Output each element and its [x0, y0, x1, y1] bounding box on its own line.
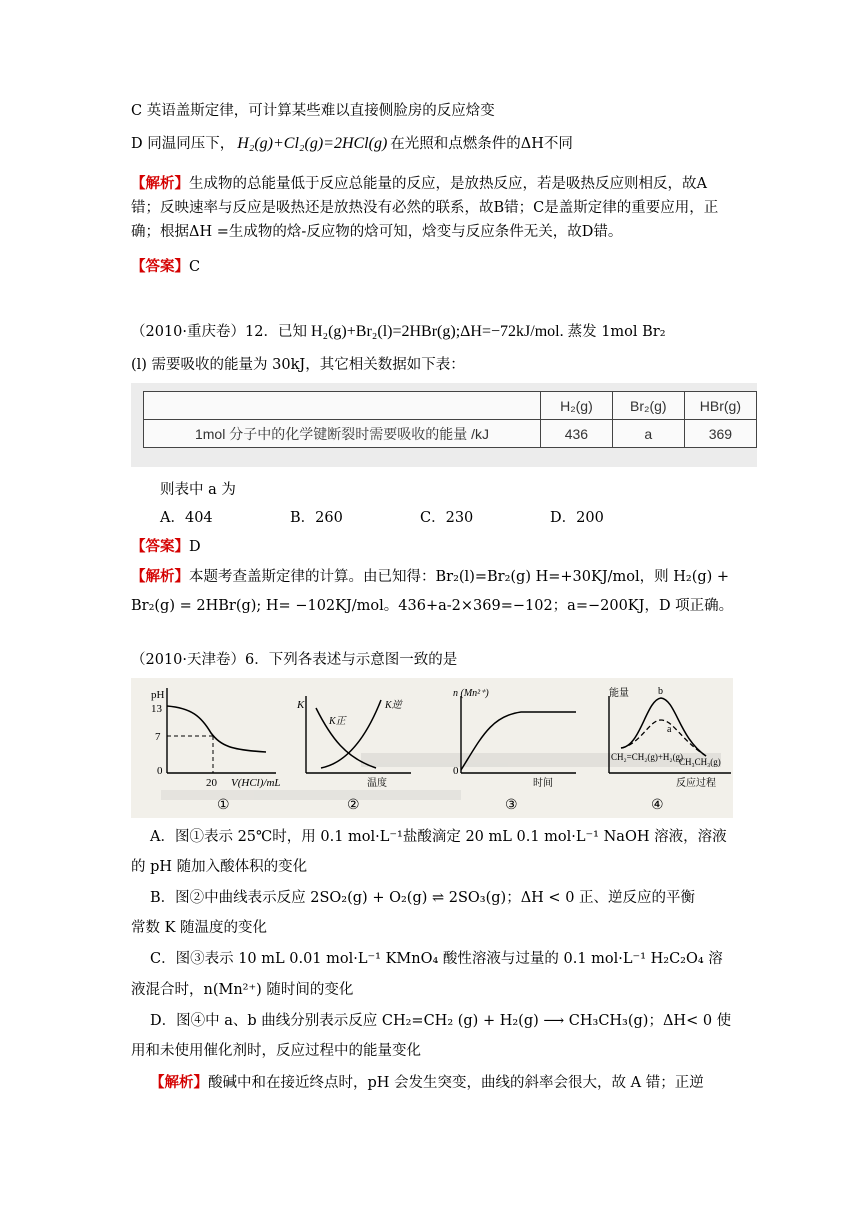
figure-3 — [453, 688, 576, 813]
fig4-b: b — [658, 686, 663, 697]
q6-option-b-line2: 常数 K 随温度的变化 — [131, 920, 268, 936]
table-header-row — [144, 392, 757, 420]
option-d-equation: H₂(g)+Cl₂(g)=2HCl(g) — [237, 135, 388, 152]
fig1-y13: 13 — [151, 703, 162, 715]
answer-2-label: 【答案】 — [131, 538, 189, 555]
figure-strip — [131, 678, 733, 818]
q12-line2: (l) 需要吸收的能量为 30kJ，其它相关数据如下表： — [131, 357, 465, 373]
fig2-number: ② — [347, 798, 360, 813]
answer-1-label: 【答案】 — [131, 258, 189, 275]
fig4-ylabel: 能量 — [609, 688, 629, 699]
table-row — [144, 420, 757, 448]
answer-1 — [131, 257, 200, 277]
fig4-xlabel: 反应过程 — [676, 778, 716, 789]
fig1-xlabel: V(HCl)/mL — [231, 777, 281, 789]
q12-equation: H₂(g)+Br₂(l)=2HBr(g);ΔH=−72kJ/mol. — [310, 323, 564, 340]
fig2-ylabel: K — [297, 699, 305, 711]
q12-line1 — [131, 322, 666, 342]
fig1-y7: 7 — [155, 731, 161, 743]
fig3-origin: 0 — [453, 765, 459, 777]
answer-1-value: C — [189, 259, 201, 275]
table-header-br2: Br₂(g) — [612, 392, 684, 420]
fig2-k-reverse: K逆 — [385, 700, 402, 711]
table-cell-h2: 436 — [541, 420, 613, 448]
q12-source: （2010·重庆卷）12．已知 — [131, 324, 307, 340]
fig3-xlabel: 时间 — [533, 778, 553, 789]
analysis-2-text1: 本题考查盖斯定律的计算。由已知得：Br₂(l)=Br₂(g) H=+30KJ/mol，则 H₂(g) + — [189, 569, 730, 585]
fig2-xlabel: 温度 — [367, 778, 387, 789]
option-b: B．260 — [290, 510, 343, 526]
q6-option-a-line1: A．图①表示 25℃时，用 0.1 mol·L⁻¹盐酸滴定 20 mL 0.1 mol·L⁻¹ NaOH 溶液，溶液 — [150, 829, 727, 845]
option-d — [131, 134, 573, 154]
q6-option-d-line1: D．图④中 a、b 曲线分别表示反应 CH₂=CH₂ (g) + H₂(g) ⟶ CH₃CH₃(g)；ΔH< 0 使 — [150, 1013, 732, 1029]
q6-option-c-line2: 液混合时，n(Mn²⁺) 随时间的变化 — [131, 982, 354, 998]
analysis-1-label: 【解析】 — [131, 175, 189, 192]
table-header-empty — [144, 392, 541, 420]
q6-option-d-line2: 用和未使用催化剂时，反应过程中的能量变化 — [131, 1043, 421, 1059]
bond-energy-table — [143, 391, 757, 448]
fig4-a: a — [667, 724, 672, 735]
analysis-2-line2: Br₂(g) = 2HBr(g); H= −102KJ/mol。436+a-2×369=−102；a=−200KJ，D 项正确。 — [131, 598, 734, 614]
analysis-3-text: 酸碱中和在接近终点时，pH 会发生突变，曲线的斜率会很大，故 A 错；正逆 — [208, 1075, 704, 1091]
q12-options — [160, 508, 680, 528]
table-row-label: 1mol 分子中的化学键断裂时需要吸收的能量 /kJ — [144, 420, 541, 448]
analysis-1 — [131, 172, 731, 244]
curve-a — [621, 720, 706, 756]
fig4-number: ④ — [651, 798, 664, 813]
q6-option-b-line1: B．图②中曲线表示反应 2SO₂(g) + O₂(g) ⇌ 2SO₃(g)；ΔH < 0 正、逆反应的平衡 — [150, 890, 696, 906]
analysis-3 — [150, 1073, 704, 1093]
option-d-suffix: 在光照和点燃条件的ΔH不同 — [390, 136, 573, 152]
table-header-h2: H₂(g) — [541, 392, 613, 420]
curve-b — [621, 698, 706, 756]
analysis-1-text: 生成物的总能量低于反应总能量的反应，是放热反应，若是吸热反应则相反，故A错；反映速率与反应是吸热还是放热没有必然的联系，故B错；C是盖斯定律的重要应用，正确；根据ΔH =生成物的焓-反应物的焓可知，焓变与反应条件无关，故D错。 — [131, 176, 719, 240]
analysis-2-line1 — [131, 567, 729, 587]
fig3-ylabel: n (Mn²⁺) — [453, 688, 489, 699]
data-table-image — [131, 383, 757, 467]
option-c-text: C 英语盖斯定律，可计算某些难以直接侧脸房的反应焓变 — [131, 103, 495, 119]
option-a: A．404 — [160, 510, 213, 526]
table-cell-br2: a — [612, 420, 684, 448]
analysis-3-label: 【解析】 — [150, 1074, 208, 1091]
fig1-x20: 20 — [206, 777, 217, 789]
q12-tail: 蒸发 1mol Br₂ — [567, 324, 666, 340]
fig4-product: CH₃CH₃(g) — [679, 757, 721, 767]
option-c: C．230 — [420, 510, 474, 526]
fig4-reactant: CH₂=CH₂(g)+H₂(g) — [611, 752, 684, 762]
analysis-2-label: 【解析】 — [131, 568, 189, 585]
q6-option-a-line2: 的 pH 随加入酸体积的变化 — [131, 859, 308, 875]
figure-4 — [609, 686, 731, 813]
option-d-choice: D．200 — [550, 510, 604, 526]
answer-2-value: D — [189, 539, 201, 555]
fig1-number: ① — [217, 798, 230, 813]
fig1-origin: 0 — [157, 765, 163, 777]
answer-2 — [131, 537, 201, 557]
q12-prompt: 则表中 a 为 — [160, 482, 236, 498]
option-d-prefix: D 同温同压下， — [131, 136, 235, 152]
titration-curve — [167, 706, 266, 752]
table-cell-hbr: 369 — [684, 420, 756, 448]
q6-source: （2010·天津卷）6．下列各表述与示意图一致的是 — [131, 652, 458, 668]
fig1-ylabel: pH — [151, 689, 165, 701]
table-header-hbr: HBr(g) — [684, 392, 756, 420]
fig2-k-forward: K正 — [329, 716, 346, 727]
fig3-number: ③ — [505, 798, 518, 813]
q6-option-c-line1: C．图③表示 10 mL 0.01 mol·L⁻¹ KMnO₄ 酸性溶液与过量的 0.1 mol·L⁻¹ H₂C₂O₄ 溶 — [150, 951, 723, 967]
q6-figures — [131, 678, 733, 818]
